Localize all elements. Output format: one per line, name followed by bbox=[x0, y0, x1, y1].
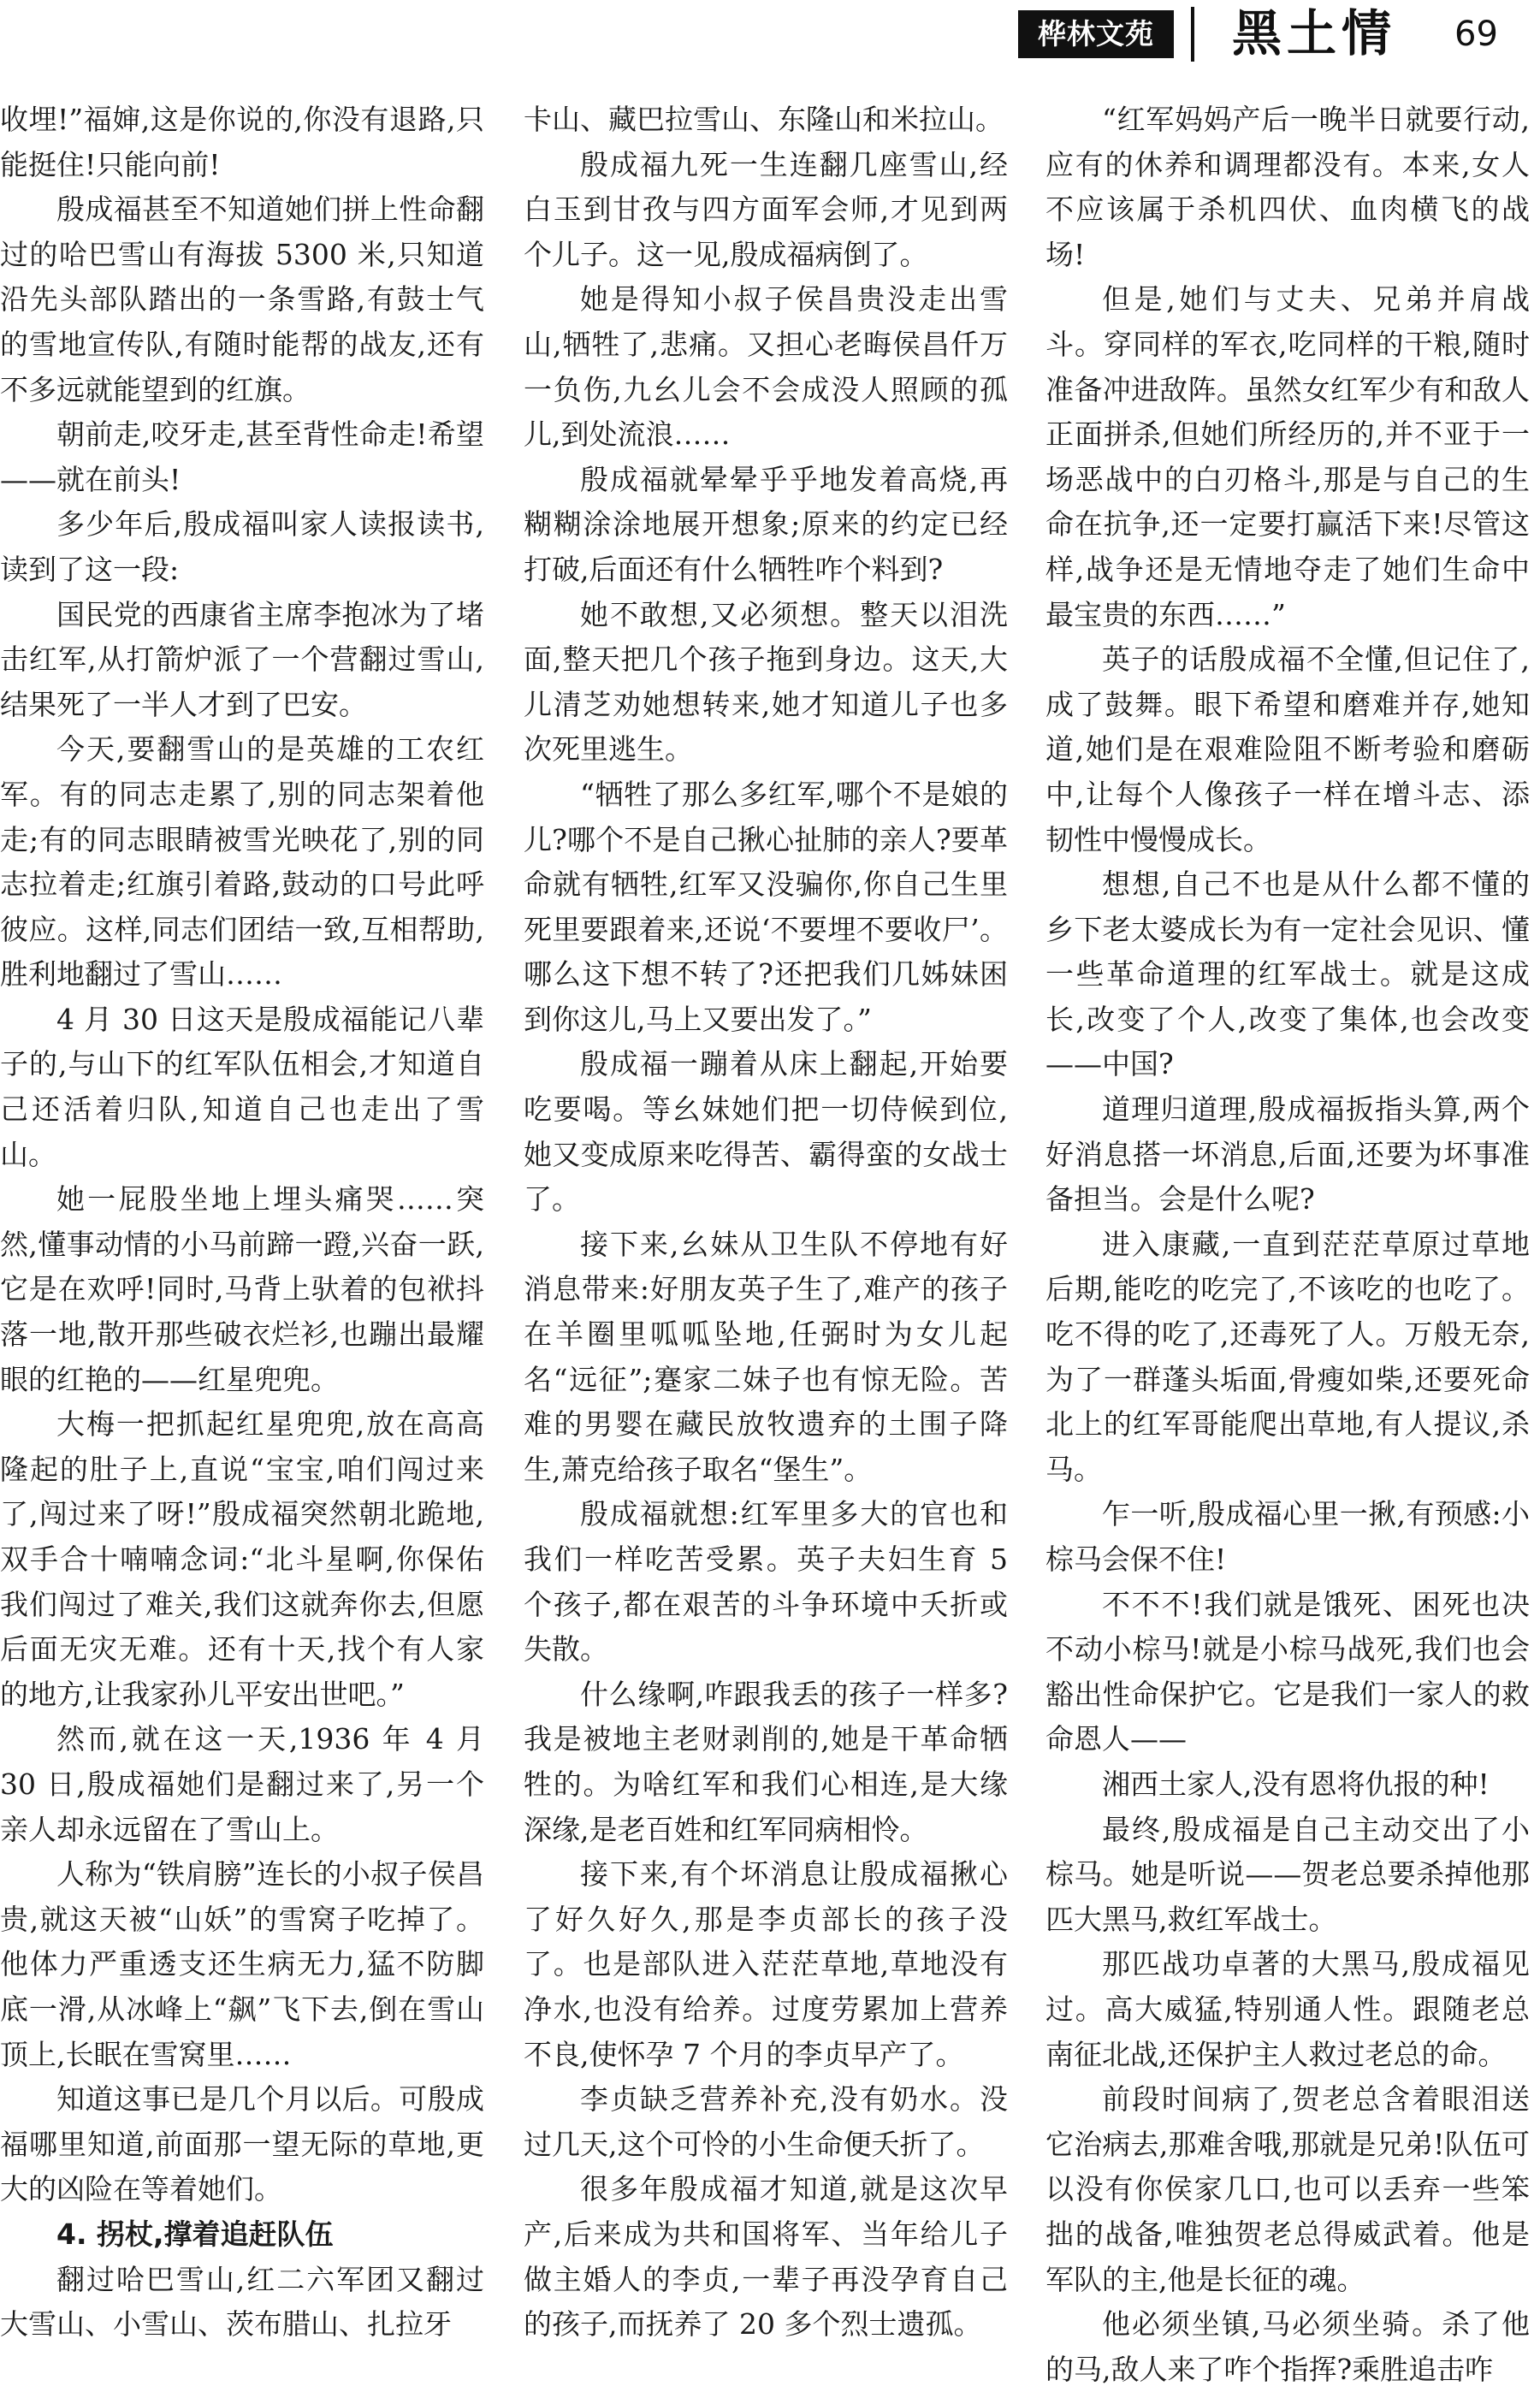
body-paragraph: 殷成福甚至不知道她们拼上性命翻过的哈巴雪山有海拔 5300 米,只知道沿先头部队踏出的一条雪路,有鼓士气的雪地宣传队,有随时能帮的战友,还有不多远就能望到的红旗。 bbox=[0, 192, 484, 406]
body-paragraph: 人称为“铁肩膀”连长的小叔子侯昌贵,就这天被“山妖”的雪窝子吃掉了。他体力严重透支还生病无力,猛不防脚底一滑,从冰峰上“飙”飞下去,倒在雪山顶上,长眠在雪窝里…… bbox=[0, 1857, 484, 2071]
page-header bbox=[0, 0, 1540, 68]
text-column-2 bbox=[524, 98, 1008, 2342]
body-paragraph: 乍一听,殷成福心里一揪,有预感:小棕马会保不住! bbox=[1045, 1497, 1530, 1576]
body-paragraph: 想想,自己不也是从什么都不懂的乡下老太婆成长为有一定社会见识、懂一些革命道理的红军战士。就是这成长,改变了个人,改变了集体,也会改变——中国? bbox=[1045, 867, 1530, 1081]
body-paragraph: 那匹战功卓著的大黑马,殷成福见过。高大威猛,特别通人性。跟随老总南征北战,还保护主人救过老总的命。 bbox=[1045, 1947, 1530, 2071]
body-paragraph: 但是,她们与丈夫、兄弟并肩战斗。穿同样的军衣,吃同样的干粮,随时准备冲进敌阵。虽然女红军少有和敌人正面拼杀,但她们所经历的,并不亚于一场恶战中的白刃格斗,那是与自己的生命在抗争,还一定要打赢活下来!尽管这样,战争还是无情地夺走了她们生命中最宝贵的东西……” bbox=[1045, 282, 1530, 631]
body-paragraph: “牺牲了那么多红军,哪个不是娘的儿?哪个不是自己揪心扯肺的亲人?要革命就有牺牲,红军又没骗你,你自己生里死里要跟着来,还说‘不要埋不要收尸’。哪么这下想不转了?还把我们几姊妹困到你这儿,马上又要出发了。” bbox=[524, 777, 1008, 1036]
body-paragraph: 李贞缺乏营养补充,没有奶水。没过几天,这个可怜的小生命便夭折了。 bbox=[524, 2082, 1008, 2161]
body-paragraph: 收埋!”福婶,这是你说的,你没有退路,只能挺住!只能向前! bbox=[0, 103, 484, 181]
body-paragraph: 湘西土家人,没有恩将仇报的种! bbox=[1102, 1767, 1490, 1801]
body-paragraph: 然而,就在这一天,1936 年 4 月 30 日,殷成福她们是翻过来了,另一个亲人却永远留在了雪山上。 bbox=[0, 1722, 484, 1846]
body-paragraph: 翻过哈巴雪山,红二六军团又翻过大雪山、小雪山、茨布腊山、扎拉牙 bbox=[0, 2262, 484, 2342]
body-paragraph: 接下来,有个坏消息让殷成福揪心了好久好久,那是李贞部长的孩子没了。也是部队进入茫茫草地,草地没有净水,也没有给养。过度劳累加上营养不良,使怀孕 7 个月的李贞早产了。 bbox=[524, 1857, 1008, 2071]
body-paragraph: 今天,要翻雪山的是英雄的工农红军。有的同志走累了,别的同志架着他走;有的同志眼睛被雪光映花了,别的同志拉着走;红旗引着路,鼓动的口号此呼彼应。这样,同志们团结一致,互相帮助,胜利地翻过了雪山…… bbox=[0, 732, 484, 992]
body-paragraph: 殷成福就晕晕乎乎地发着高烧,再糊糊涂涂地展开想象;原来的约定已经打破,后面还有什么牺牲咋个料到? bbox=[524, 462, 1008, 586]
header-divider bbox=[1191, 7, 1194, 62]
body-paragraph: 多少年后,殷成福叫家人读报读书,读到了这一段: bbox=[0, 507, 484, 586]
text-column-3 bbox=[1045, 98, 1530, 2386]
body-paragraph: 4 月 30 日这天是殷成福能记八辈子的,与山下的红军队伍相会,才知道自己还活着归队,知道自己也走出了雪山。 bbox=[0, 1002, 484, 1171]
section-label: 桦林文苑 bbox=[1018, 10, 1174, 58]
body-paragraph: 卡山、藏巴拉雪山、东隆山和米拉山。 bbox=[524, 103, 1004, 136]
body-paragraph: 殷成福就想:红军里多大的官也和我们一样吃苦受累。英子夫妇生育 5 个孩子,都在艰苦的斗争环境中夭折或失散。 bbox=[524, 1497, 1008, 1667]
body-paragraph: 什么缘啊,咋跟我丢的孩子一样多?我是被地主老财剥削的,她是干革命牺牲的。为啥红军和我们心相连,是大缘深缘,是老百姓和红军同病相怜。 bbox=[524, 1677, 1008, 1846]
body-paragraph: 接下来,幺妹从卫生队不停地有好消息带来:好朋友英子生了,难产的孩子在羊圈里呱呱坠地,任弼时为女儿起名“远征”;蹇家二妹子也有惊无险。苦难的男婴在藏民放牧遗弃的土围子降生,萧克给孩子取名“堡生”。 bbox=[524, 1227, 1008, 1486]
body-paragraph: 进入康藏,一直到茫茫草原过草地后期,能吃的吃完了,不该吃的也吃了。吃不得的吃了,还毒死了人。万般无奈,为了一群蓬头垢面,骨瘦如柴,还要死命北上的红军哥能爬出草地,有人提议,杀马。 bbox=[1045, 1227, 1530, 1486]
body-paragraph: 前段时间病了,贺老总含着眼泪送它治病去,那难舍哦,那就是兄弟!队伍可以没有你侯家几口,也可以丢弃一些笨拙的战备,唯独贺老总得威武着。他是军队的主,他是长征的魂。 bbox=[1045, 2082, 1530, 2296]
body-paragraph: 知道这事已是几个月以后。可殷成福哪里知道,前面那一望无际的草地,更大的凶险在等着她们。 bbox=[0, 2082, 484, 2206]
body-paragraph: 他必须坐镇,马必须坐骑。杀了他的马,敌人来了咋个指挥?乘胜追击咋 bbox=[1045, 2307, 1530, 2386]
body-paragraph: 英子的话殷成福不全懂,但记住了,成了鼓舞。眼下希望和磨难并存,她知道,她们是在艰难险阻不断考验和磨砺中,让每个人像孩子一样在增斗志、添韧性中慢慢成长。 bbox=[1045, 642, 1530, 856]
body-paragraph: “红军妈妈产后一晚半日就要行动,应有的休养和调理都没有。本来,女人不应该属于杀机四伏、血肉横飞的战场! bbox=[1045, 103, 1530, 271]
body-paragraph: 殷成福一蹦着从床上翻起,开始要吃要喝。等幺妹她们把一切侍候到位,她又变成原来吃得苦、霸得蛮的女战士了。 bbox=[524, 1047, 1008, 1217]
body-paragraph: 不不不!我们就是饿死、困死也决不动小棕马!就是小棕马战死,我们也会豁出性命保护它。它是我们一家人的救命恩人—— bbox=[1045, 1587, 1530, 1756]
section-subheading: 4. 拐杖,撑着追赶队伍 bbox=[56, 2217, 334, 2251]
body-paragraph: 她是得知小叔子侯昌贵没走出雪山,牺牲了,悲痛。又担心老晦侯昌仟万一负伤,九幺儿会不会成没人照顾的孤儿,到处流浪…… bbox=[524, 282, 1008, 452]
magazine-title: 黑土情 bbox=[1232, 4, 1397, 62]
body-paragraph: 很多年殷成福才知道,就是这次早产,后来成为共和国将军、当年给儿子做主婚人的李贞,一辈子再没孕育自己的孩子,而抚养了 20 多个烈士遗孤。 bbox=[524, 2172, 1008, 2342]
body-paragraph: 国民党的西康省主席李抱冰为了堵击红军,从打箭炉派了一个营翻过雪山,结果死了一半人才到了巴安。 bbox=[0, 597, 484, 721]
body-paragraph: 她一屁股坐地上埋头痛哭……突然,懂事动情的小马前蹄一蹬,兴奋一跃,它是在欢呼!同时,马背上驮着的包袱抖落一地,散开那些破衣烂衫,也蹦出最耀眼的红艳的——红星兜兜。 bbox=[0, 1182, 484, 1396]
text-column-1 bbox=[0, 98, 484, 2342]
page-number: 69 bbox=[1454, 15, 1498, 54]
body-paragraph: 大梅一把抓起红星兜兜,放在高高隆起的肚子上,直说“宝宝,咱们闯过来了,闯过来了呀!”殷成福突然朝北跪地,双手合十喃喃念词:“北斗星啊,你保佑我们闯过了难关,我们这就奔你去,但愿后面无灾无难。还有十天,找个有人家的地方,让我家孙儿平安出世吧。” bbox=[0, 1407, 484, 1711]
body-paragraph: 道理归道理,殷成福扳指头算,两个好消息搭一坏消息,后面,还要为坏事准备担当。会是什么呢? bbox=[1045, 1092, 1530, 1217]
body-paragraph: 她不敢想,又必须想。整天以泪洗面,整天把几个孩子拖到身边。这天,大儿清芝劝她想转来,她才知道儿子也多次死里逃生。 bbox=[524, 597, 1008, 767]
body-paragraph: 殷成福九死一生连翻几座雪山,经白玉到甘孜与四方面军会师,才见到两个儿子。这一见,殷成福病倒了。 bbox=[524, 147, 1008, 271]
body-paragraph: 朝前走,咬牙走,甚至背性命走!希望——就在前头! bbox=[0, 417, 484, 496]
body-paragraph: 最终,殷成福是自己主动交出了小棕马。她是听说——贺老总要杀掉他那匹大黑马,救红军战士。 bbox=[1045, 1812, 1530, 1936]
